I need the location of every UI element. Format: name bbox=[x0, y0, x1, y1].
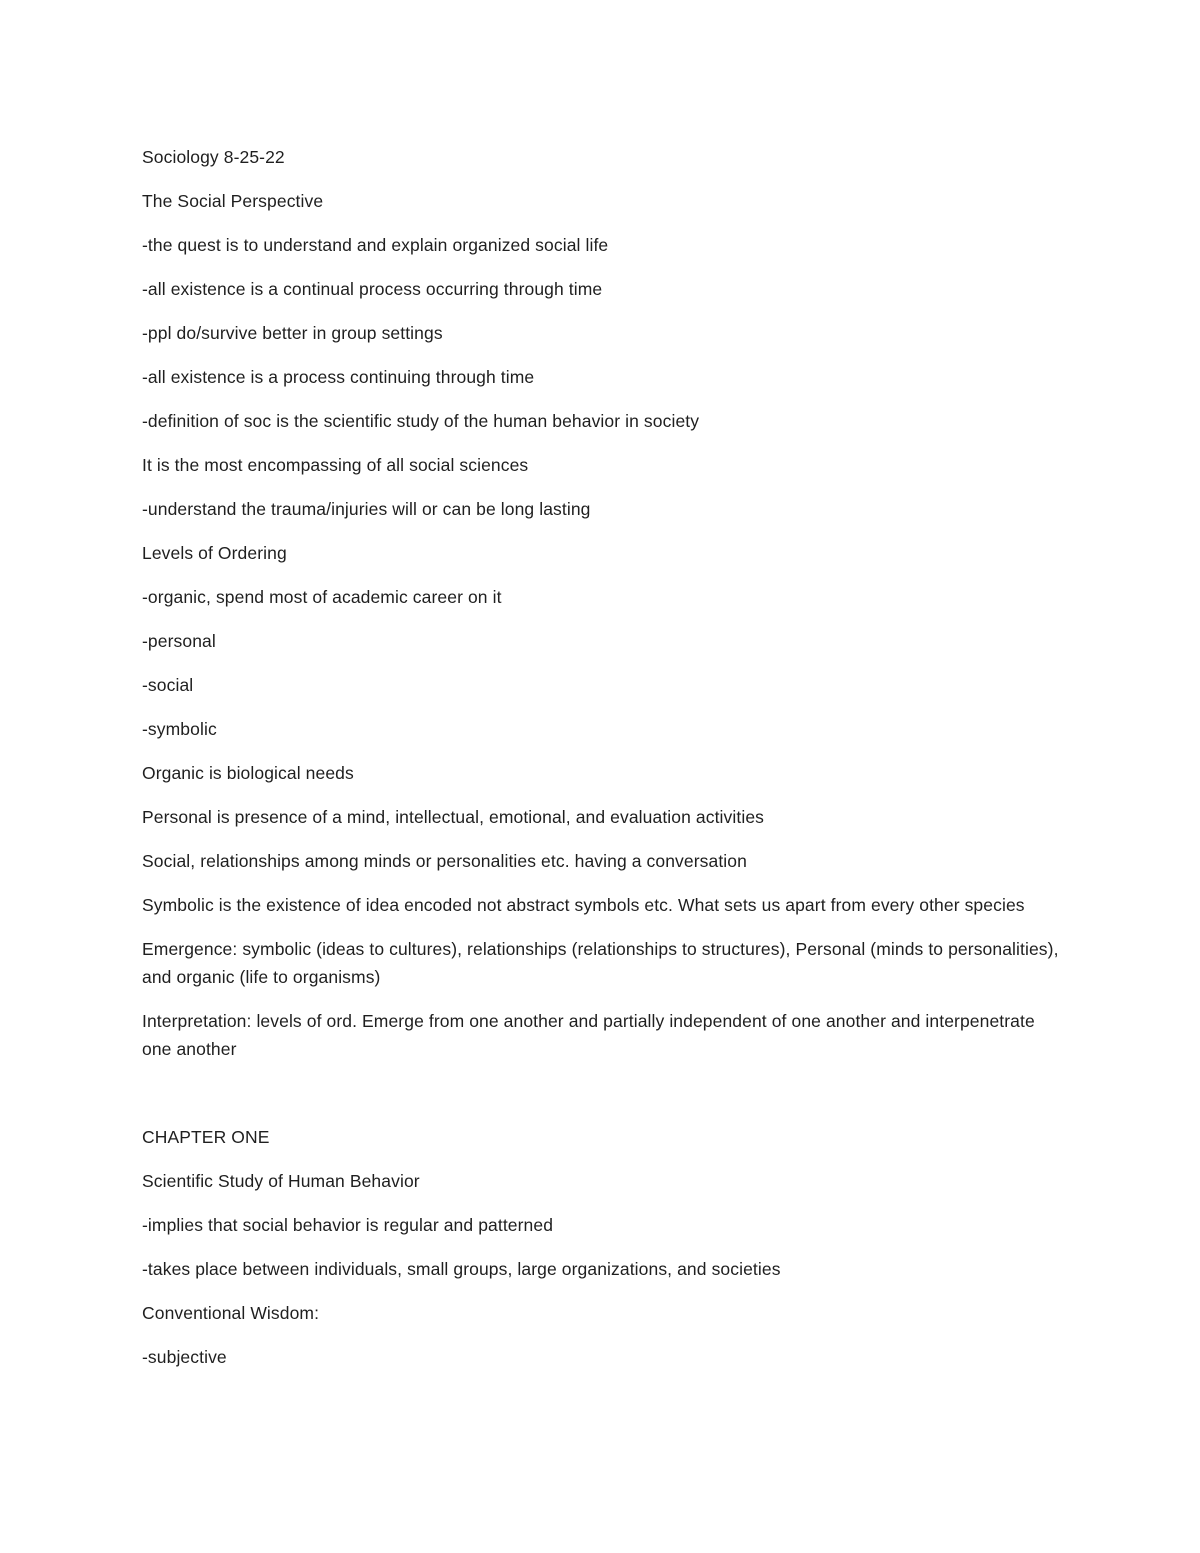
text-line: Social, relationships among minds or personalities etc. having a conversation bbox=[142, 851, 747, 871]
bullet-line: -definition of soc is the scientific study of the human behavior in society bbox=[142, 411, 700, 431]
bullet-line: -subjective bbox=[142, 1347, 227, 1367]
chapter-heading: CHAPTER ONE bbox=[142, 1127, 270, 1147]
text-line: Organic is biological needs bbox=[142, 763, 354, 783]
bullet-line: -personal bbox=[142, 631, 216, 651]
section-heading: Scientific Study of Human Behavior bbox=[142, 1171, 420, 1191]
bullet-line: -implies that social behavior is regular and patterned bbox=[142, 1215, 554, 1235]
bullet-line: -symbolic bbox=[142, 719, 217, 739]
text-paragraph: Symbolic is the existence of idea encoded not abstract symbols etc. What sets us apart from every other species bbox=[142, 895, 1025, 915]
document-body bbox=[142, 143, 1062, 1387]
bullet-line: -social bbox=[142, 675, 194, 695]
text-line: It is the most encompassing of all social sciences bbox=[142, 455, 529, 475]
text-paragraph: Interpretation: levels of ord. Emerge from one another and partially independent of one another and interpenetrate one another bbox=[142, 1011, 1035, 1059]
bullet-line: -organic, spend most of academic career on it bbox=[142, 587, 502, 607]
blank-line bbox=[142, 1079, 1062, 1107]
bullet-line: -understand the trauma/injuries will or can be long lasting bbox=[142, 499, 591, 519]
bullet-line: -ppl do/survive better in group settings bbox=[142, 323, 443, 343]
section-heading: The Social Perspective bbox=[142, 191, 324, 211]
bullet-line: -all existence is a continual process occurring through time bbox=[142, 279, 603, 299]
document-title: Sociology 8-25-22 bbox=[142, 147, 285, 167]
section-heading: Levels of Ordering bbox=[142, 543, 287, 563]
section-heading: Conventional Wisdom: bbox=[142, 1303, 320, 1323]
text-paragraph: Emergence: symbolic (ideas to cultures), relationships (relationships to structures), Personal (minds to personalities), and organic (life to organisms) bbox=[142, 939, 1059, 987]
bullet-line: -all existence is a process continuing through time bbox=[142, 367, 535, 387]
text-line: Personal is presence of a mind, intellectual, emotional, and evaluation activities bbox=[142, 807, 765, 827]
bullet-line: -takes place between individuals, small groups, large organizations, and societies bbox=[142, 1259, 781, 1279]
bullet-line: -the quest is to understand and explain organized social life bbox=[142, 235, 609, 255]
